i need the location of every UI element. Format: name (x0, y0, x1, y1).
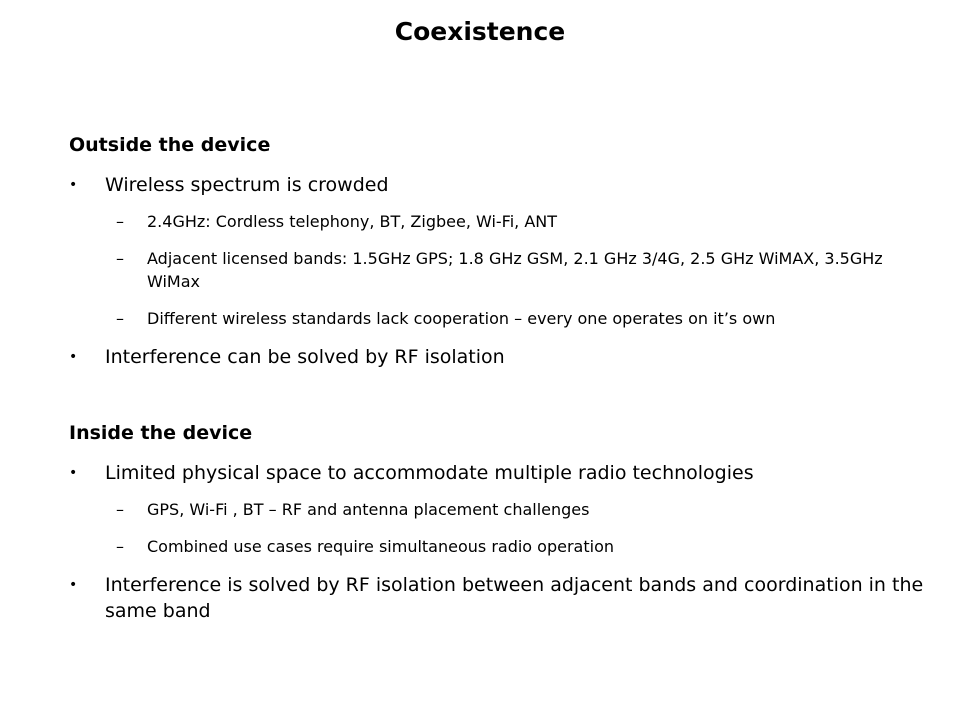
dash-icon: – (116, 249, 124, 268)
dash-icon: – (116, 537, 124, 556)
sub-bullet-item (69, 307, 929, 330)
bullet-text: Wireless spectrum is crowded (105, 174, 389, 196)
dash-icon: – (116, 309, 124, 328)
sub-bullet-item (69, 498, 929, 521)
sub-bullet-list (69, 210, 929, 330)
bullet-icon: • (69, 465, 78, 481)
bullet-text: Interference can be solved by RF isolation (105, 346, 505, 368)
sub-bullet-item (69, 535, 929, 558)
sub-bullet-list (69, 498, 929, 558)
section-outside-device (69, 132, 929, 382)
section-heading: Outside the device (69, 134, 271, 156)
section-inside-device (69, 420, 929, 636)
sub-bullet-text: Combined use cases require simultaneous radio operation (147, 537, 614, 556)
sub-bullet-text: GPS, Wi-Fi , BT – RF and antenna placement challenges (147, 500, 590, 519)
bullet-item (69, 460, 929, 486)
sub-bullet-item (69, 210, 929, 233)
dash-icon: – (116, 500, 124, 519)
bullet-text: Limited physical space to accommodate multiple radio technologies (105, 462, 754, 484)
sub-bullet-text: 2.4GHz: Cordless telephony, BT, Zigbee, Wi-Fi, ANT (147, 212, 558, 231)
dash-icon: – (116, 212, 124, 231)
sub-bullet-text: Adjacent licensed bands: 1.5GHz GPS; 1.8 GHz GSM, 2.1 GHz 3/4G, 2.5 GHz WiMAX, 3.5GHz WiMax (147, 249, 883, 291)
bullet-item (69, 344, 929, 370)
bullet-icon: • (69, 349, 78, 365)
bullet-item (69, 572, 929, 624)
bullet-icon: • (69, 177, 78, 193)
slide-title: Coexistence (394, 17, 566, 46)
sub-bullet-item (69, 247, 929, 293)
section-heading: Inside the device (69, 422, 253, 444)
bullet-icon: • (69, 577, 78, 593)
sub-bullet-text: Different wireless standards lack cooperation – every one operates on it’s own (147, 309, 776, 328)
bullet-text: Interference is solved by RF isolation between adjacent bands and coordination in the same band (105, 574, 924, 622)
bullet-item (69, 172, 929, 198)
